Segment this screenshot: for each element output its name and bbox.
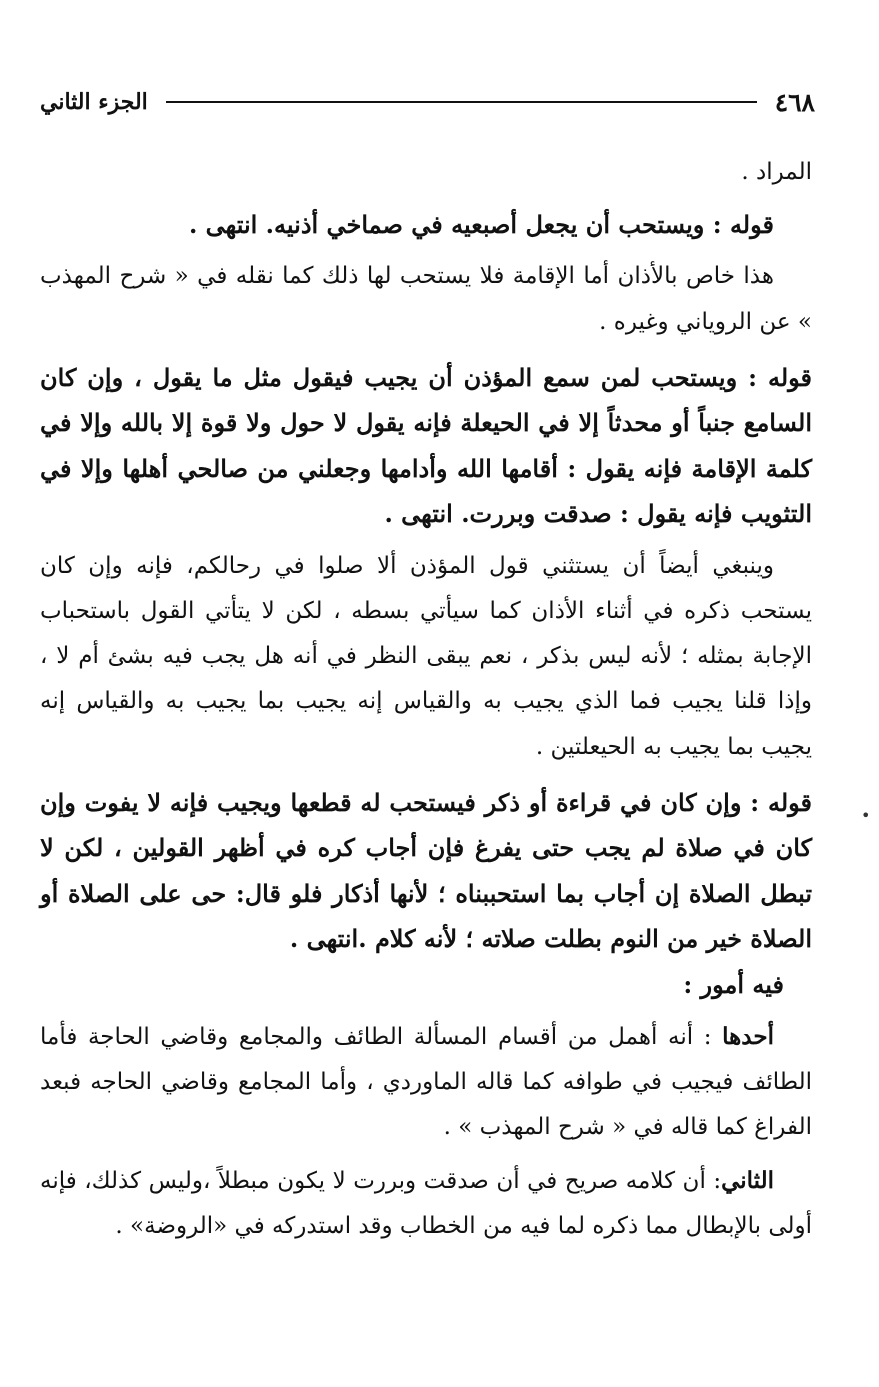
- paragraph-continuation: المراد .: [741, 159, 812, 185]
- commentary-paragraph: وينبغي أيضاً أن يستثني قول المؤذن ألا صلوا في رحالكم، فإنه وإن كان يستحب ذكره في أثناء الأذان كما سيأتي بسطه ، لكن لا يتأتي القول باستحباب الإجابة بمثله ؛ لأنه ليس بذكر ، نعم يبقى النظر في أنه هل يجب فيه بشئ أم لا ، وإذا قلنا يجيب فما الذي يجيب به والقياس إنه يجيب بما يجيب به والقياس إنه يجيب بما يجيب به الحيعلتين .: [40, 552, 812, 760]
- quoted-passage: قوله : وإن كان في قراءة أو ذكر فيستحب له قطعها ويجيب فإنه لا يفوت وإن كان في صلاة لم يجب حتى يفرغ فإن أجاب كره في أظهر القولين ، لكن لا تبطل الصلاة إن أجاب بما استحببناه ؛ لأنها أذكار فلو قال: حى على الصلاة أو الصلاة خير من النوم بطلت صلاته ؛ لأنه كلام .انتهى .: [40, 787, 812, 954]
- page-body: [40, 150, 812, 1249]
- margin-mark: •: [861, 806, 871, 825]
- point-text: : أنه أهمل من أقسام المسألة الطائف والمجامع وقاضي الحاجة فأما الطائف فيجيب في طوافه كما قاله الماوردي ، وأما المجامع وقاضي الحاجه فبعد الفراغ كما قاله في « شرح المهذب » .: [40, 1024, 812, 1141]
- quoted-passage: قوله : ويستحب لمن سمع المؤذن أن يجيب فيقول مثل ما يقول ، وإن كان السامع جنباً أو محدثاً إلا في الحيعلة فإنه يقول لا حول ولا قوة إلا بالله وإلا في كلمة الإقامة فإنه يقول : أقامها الله وأدامها وجعلني من صالحي أهلها وإلا في التثويب فإنه يقول : صدقت وبررت. انتهى .: [40, 362, 812, 529]
- section-heading: فيه أمور :: [683, 969, 784, 999]
- point-text: : أن كلامه صريح في أن صدقت وبررت لا يكون مبطلاً ،وليس كذلك، فإنه أولى بالإبطال مما ذكره لما فيه من الخطاب وقد استدركه في «الروضة» .: [40, 1167, 812, 1239]
- point-label: أحدها: [722, 1023, 774, 1051]
- running-title: الجزء الثاني: [40, 89, 148, 115]
- page-header: [40, 82, 815, 122]
- commentary-paragraph: [40, 1014, 812, 1151]
- commentary-paragraph: [40, 1158, 812, 1249]
- page-number: ٤٦٨: [774, 87, 815, 117]
- quoted-passage: قوله : ويستحب أن يجعل أصبعيه في صماخي أذنيه. انتهى .: [188, 210, 774, 240]
- point-label: الثاني: [721, 1166, 774, 1194]
- commentary-paragraph: هذا خاص بالأذان أما الإقامة فلا يستحب لها ذلك كما نقله في « شرح المهذب » عن الروياني وغيره .: [40, 263, 812, 335]
- header-rule: [166, 101, 757, 103]
